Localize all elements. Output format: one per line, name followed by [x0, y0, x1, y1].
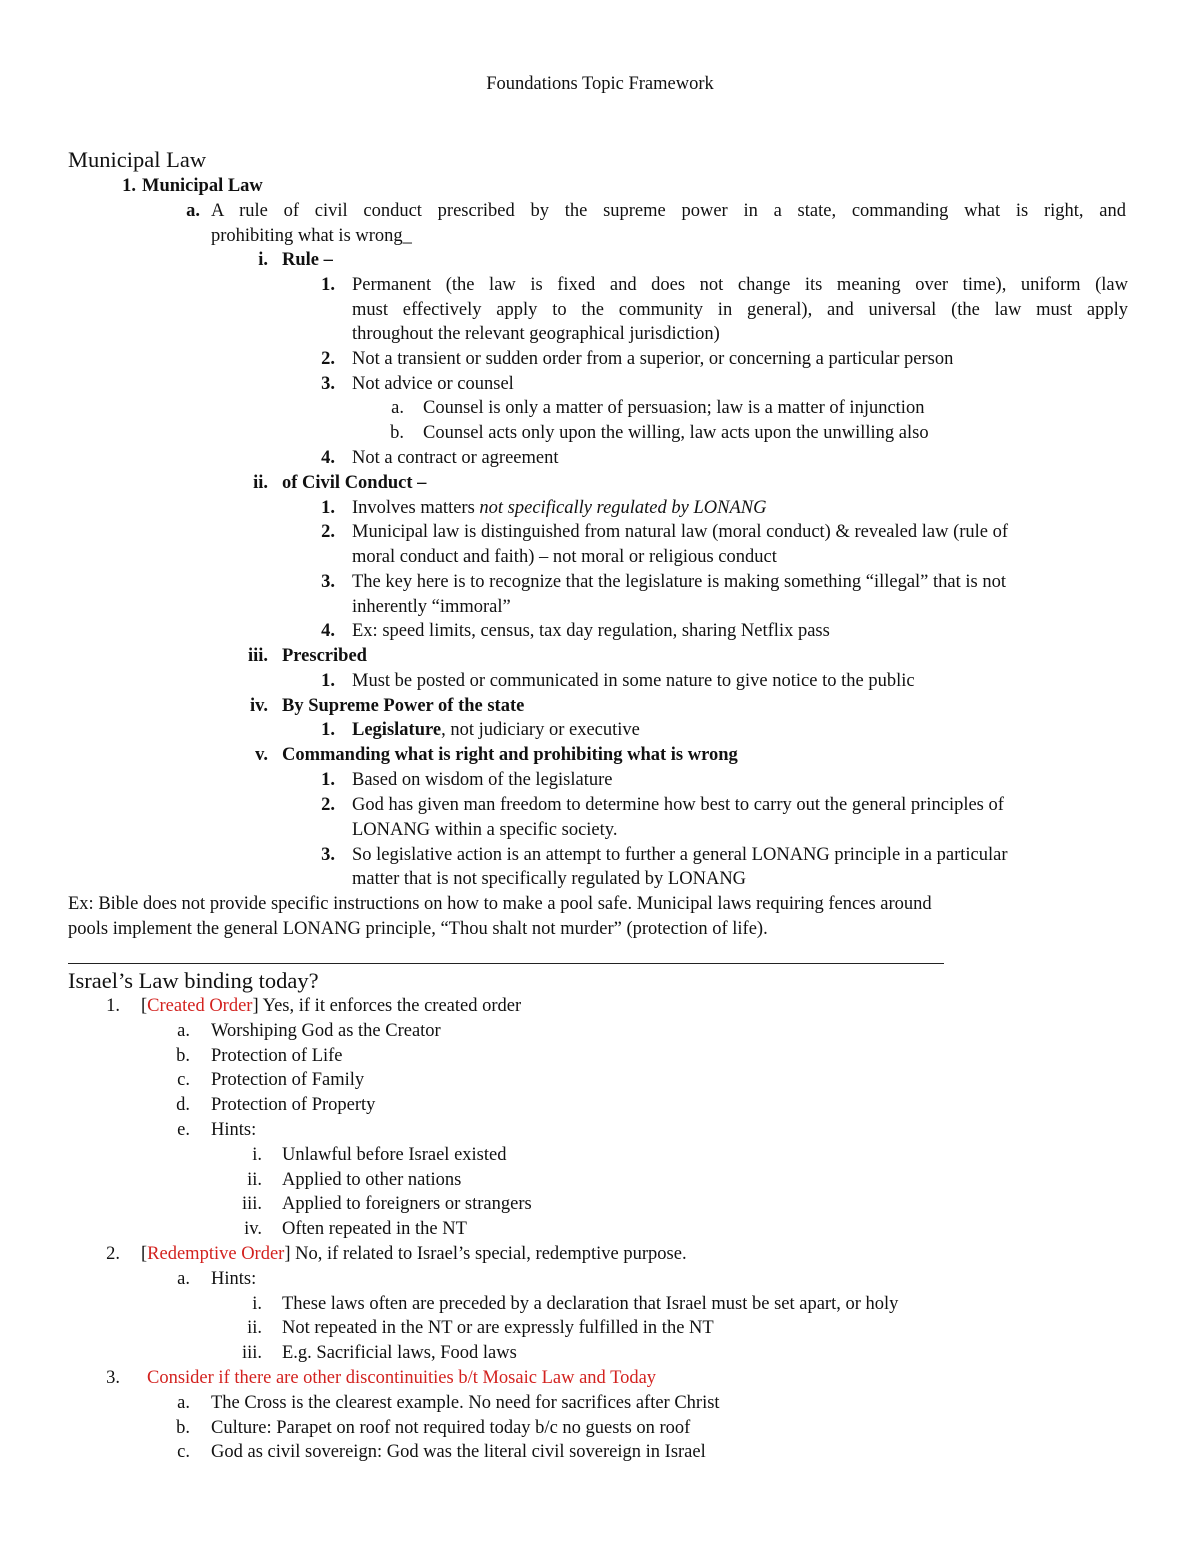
list-roman: i. [252, 1294, 262, 1314]
list-number: 1. [321, 275, 335, 295]
list-item-text: Hints: [211, 1120, 257, 1140]
list-roman: iii. [247, 646, 268, 666]
list-roman: iii. [241, 1343, 262, 1363]
list-item-text: These laws often are preceded by a declaration that Israel must be set apart, or holy [282, 1294, 899, 1314]
list-item-text: Not a contract or agreement [352, 448, 559, 468]
subheading-rule: Rule – [282, 250, 333, 270]
list-item-text: Must be posted or communicated in some nature to give notice to the public [352, 671, 915, 691]
subheading-commanding: Commanding what is right and prohibiting what is wrong [282, 745, 738, 765]
list-item-text: must effectively apply to the community in general), and universal (the law must apply [352, 300, 1128, 320]
list-number: 1. [321, 720, 335, 740]
list-item-text: E.g. Sacrificial laws, Food laws [282, 1343, 517, 1363]
list-item-text: God as civil sovereign: God was the literal civil sovereign in Israel [211, 1442, 706, 1462]
list-item-text: Involves matters not specifically regulated by LONANG [352, 498, 767, 518]
list-letter: d. [176, 1095, 190, 1115]
list-item-text: Counsel is only a matter of persuasion; law is a matter of injunction [423, 398, 925, 418]
list-letter: a. [177, 1269, 190, 1289]
list-item-consider-discontinuities: Consider if there are other discontinuities b/t Mosaic Law and Today [147, 1368, 657, 1388]
section-divider [68, 963, 944, 964]
definition-line: prohibiting what is wrong_ [211, 226, 412, 246]
list-number: 1. [321, 671, 335, 691]
list-item-text: So legislative action is an attempt to further a general LONANG principle in a particular [352, 845, 1008, 865]
list-item-text: Legislature, not judiciary or executive [352, 720, 640, 740]
list-roman: v. [255, 745, 268, 765]
list-item-text: Permanent (the law is fixed and does not change its meaning over time), uniform (law [352, 275, 1128, 295]
list-letter: a. [391, 398, 404, 418]
list-item-text: The key here is to recognize that the legislature is making something “illegal” that is not [352, 572, 1006, 592]
list-item-text: Hints: [211, 1269, 257, 1289]
list-letter: b. [176, 1046, 190, 1066]
list-item-text: Counsel acts only upon the willing, law acts upon the unwilling also [423, 423, 929, 443]
list-number: 3. [321, 572, 335, 592]
section-heading-municipal-law: Municipal Law [68, 147, 207, 172]
list-item-text: Not repeated in the NT or are expressly fulfilled in the NT [282, 1318, 714, 1338]
list-item-text: Protection of Family [211, 1070, 365, 1090]
list-item-text: Not advice or counsel [352, 374, 514, 394]
tag-created-order: Created Order [147, 996, 253, 1016]
subheading-civil-conduct: of Civil Conduct – [282, 473, 427, 493]
list-number: 2. [321, 795, 335, 815]
list-item-text: inherently “immoral” [352, 597, 511, 617]
list-letter: a. [177, 1021, 190, 1041]
list-letter: e. [177, 1120, 190, 1140]
emphasis-text: not specifically regulated by LONANG [479, 498, 767, 518]
list-item-text: Unlawful before Israel existed [282, 1145, 507, 1165]
list-item-text: Protection of Life [211, 1046, 343, 1066]
list-roman: iii. [241, 1194, 262, 1214]
list-roman: i. [252, 1145, 262, 1165]
list-letter: c. [177, 1442, 190, 1462]
subheading-supreme-power: By Supreme Power of the state [282, 696, 525, 716]
list-item-text: moral conduct and faith) – not moral or religious conduct [352, 547, 777, 567]
list-item-created-order: [Created Order] Yes, if it enforces the created order [141, 996, 522, 1016]
list-letter: b. [176, 1418, 190, 1438]
list-number: 2. [106, 1244, 120, 1264]
list-letter: a. [177, 1393, 190, 1413]
list-item-municipal-law: Municipal Law [142, 176, 263, 196]
list-item-text: God has given man freedom to determine how best to carry out the general principles of [352, 795, 1004, 815]
list-item-text: Not a transient or sudden order from a superior, or concerning a particular person [352, 349, 954, 369]
list-number: 3. [321, 374, 335, 394]
example-paragraph: pools implement the general LONANG principle, “Thou shalt not murder” (protection of life). [68, 919, 768, 939]
list-roman: i. [258, 250, 268, 270]
list-item-text: Municipal law is distinguished from natural law (moral conduct) & revealed law (rule of [352, 522, 1009, 542]
list-letter: b. [390, 423, 404, 443]
list-letter: c. [177, 1070, 190, 1090]
list-number: 2. [321, 349, 335, 369]
definition-line: A rule of civil conduct prescribed by the supreme power in a state, commanding what is right, and [211, 201, 1126, 221]
list-item-text: Protection of Property [211, 1095, 376, 1115]
subheading-prescribed: Prescribed [282, 646, 367, 666]
example-paragraph: Ex: Bible does not provide specific instructions on how to make a pool safe. Municipal laws requiring fences around [68, 894, 932, 914]
list-item-text: Culture: Parapet on roof not required today b/c no guests on roof [211, 1418, 691, 1438]
list-roman: ii. [247, 1318, 262, 1338]
list-number: 1. [106, 996, 120, 1016]
document-title: Foundations Topic Framework [486, 74, 714, 94]
list-item-text: throughout the relevant geographical jurisdiction) [352, 324, 720, 344]
list-number: 2. [321, 522, 335, 542]
list-item-text: Applied to foreigners or strangers [282, 1194, 532, 1214]
list-item-text: Applied to other nations [282, 1170, 462, 1190]
tag-redemptive-order: Redemptive Order [147, 1244, 285, 1264]
list-roman: ii. [253, 473, 268, 493]
list-number: 1. [122, 176, 136, 196]
list-item-text: Based on wisdom of the legislature [352, 770, 613, 790]
list-number: 4. [321, 448, 335, 468]
list-item-text: The Cross is the clearest example. No need for sacrifices after Christ [211, 1393, 720, 1413]
list-item-text: matter that is not specifically regulated by LONANG [352, 869, 747, 889]
list-number: 1. [321, 770, 335, 790]
list-roman: iv. [250, 696, 268, 716]
list-number: 1. [321, 498, 335, 518]
list-roman: iv. [244, 1219, 262, 1239]
list-item-text: Ex: speed limits, census, tax day regulation, sharing Netflix pass [352, 621, 830, 641]
list-number: 3. [321, 845, 335, 865]
list-item-redemptive-order: [Redemptive Order] No, if related to Israel’s special, redemptive purpose. [141, 1244, 687, 1264]
list-item-text: LONANG within a specific society. [352, 820, 618, 840]
list-number: 4. [321, 621, 335, 641]
list-item-text: Often repeated in the NT [282, 1219, 467, 1239]
list-number: 3. [106, 1368, 120, 1388]
list-letter: a. [186, 201, 200, 221]
section-heading-israels-law: Israel’s Law binding today? [68, 968, 319, 993]
list-roman: ii. [247, 1170, 262, 1190]
list-item-text: Worshiping God as the Creator [211, 1021, 441, 1041]
